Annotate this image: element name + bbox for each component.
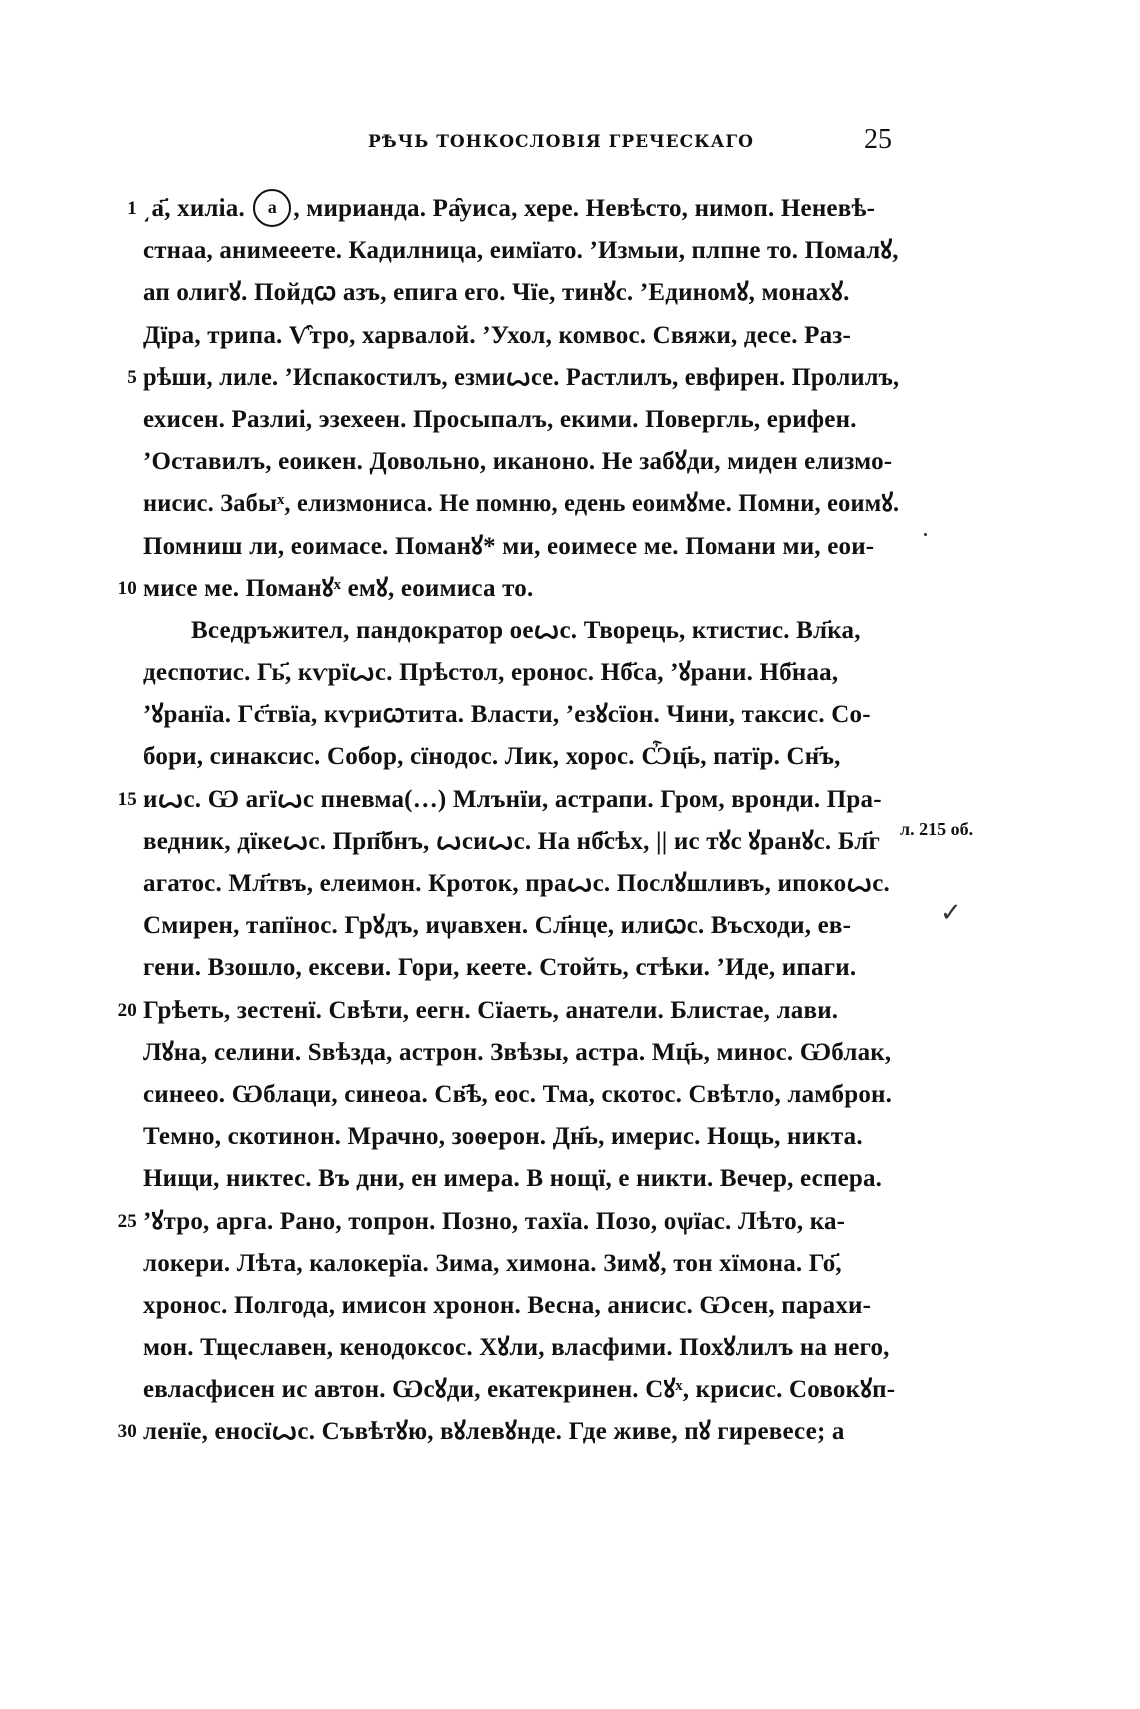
text-line — [143, 1285, 903, 1327]
line-content: Грѣеть, зестенї. Свѣти, еегн. Сїаеть, анатели. Блистае, лави. — [143, 996, 839, 1024]
line-number: 1 — [127, 198, 137, 219]
line-text — [143, 1158, 882, 1200]
line-text — [143, 1032, 891, 1074]
line-content: рѣши, лиле. ’Испакостилъ, езмиꙍсе. Растлилъ, евфирен. Пролилъ, — [143, 363, 900, 391]
check-mark-icon: ✓ — [940, 898, 962, 928]
line-content: Темно, скотинон. Мрачно, зоѳерон. Дн҃ь, имерис. Нощь, никта. — [143, 1123, 863, 1151]
line-number: 10 — [117, 577, 137, 599]
text-line — [143, 399, 903, 441]
line-content: мон. Тщеславен, кенодоксос. Хꙋли, власфими. Похꙋлилъ на него, — [143, 1334, 890, 1362]
line-text — [143, 990, 838, 1032]
text-line — [117, 779, 903, 821]
line-text — [143, 1285, 871, 1327]
line-prefix: ͵а҃, хиліа. — [143, 195, 252, 222]
text-line — [143, 1032, 903, 1074]
line-text — [143, 694, 871, 736]
text-line — [143, 947, 903, 989]
line-text — [143, 905, 851, 947]
line-text — [143, 1369, 895, 1411]
text-line — [117, 568, 903, 610]
text-line — [143, 441, 903, 483]
line-text — [143, 652, 838, 694]
line-content: ап олигꙋ. Пойдꙍ азъ, епига его. Чїе, тинꙋс. ’Единомꙋ, монахꙋ. — [143, 279, 850, 307]
line-content: иꙍс. Ѡ агїꙍс пневма(…) Млънїи, астрапи. Гром, вронди. Пра- — [143, 785, 882, 813]
text-line — [117, 1411, 903, 1453]
line-content: евласфисен ис автон. Ѡсꙋди, екатекринен. Сꙋˣ, крисис. Совокꙋп- — [143, 1376, 896, 1404]
line-number: 15 — [117, 788, 137, 810]
line-content: Вседръжител, пандократор оеꙍс. Творець, ктистис. Вл҃ка, — [191, 616, 861, 644]
line-content: , мирианда. Ра̑уиса, хере. Невѣсто, нимоп. Неневѣ- — [293, 195, 876, 222]
line-content: Нищи, никтес. Въ дни, ен имера. В нощї, е никти. Вечер, еспера. — [143, 1165, 883, 1193]
line-content: хронос. Полгода, имисон хронон. Весна, анисис. Ѡсен, парахи- — [143, 1291, 872, 1319]
line-text — [143, 821, 880, 863]
line-content: деспотис. Гь҃, кѵрїꙍс. Прѣстол, ероноc. Нб҃са, ’ꙋрани. Нб҃наа, — [143, 659, 839, 687]
text-line — [143, 1369, 903, 1411]
line-text — [143, 568, 533, 610]
text-line — [143, 1158, 903, 1200]
text-line — [143, 272, 903, 314]
line-text — [143, 863, 890, 905]
line-text — [143, 188, 875, 230]
line-content: Помниш ли, еоимасе. Поманꙋ* ми, еоимесе ме. Помани ми, еои- — [143, 532, 875, 560]
text-line — [117, 990, 903, 1032]
line-content: ’Оставилъ, еоикен. Довольно, иканоно. Не забꙋди, миден елизмо- — [143, 448, 893, 476]
line-content: ехисен. Разлиi, эзехеен. Просыпалъ, екими. Повергль, ерифен. — [143, 405, 857, 433]
line-content: бори, синаксис. Собор, сїнодос. Лик, хорос. Ѽц҃ь, патїр. Сн҃ъ, — [143, 743, 841, 771]
line-text — [191, 610, 861, 652]
line-number: 25 — [117, 1210, 137, 1232]
line-content: нисис. Забыˣ, елизмониса. Не помню, едень еоимꙋме. Помни, еоимꙋ. — [143, 490, 900, 518]
text-line — [143, 1327, 903, 1369]
line-text — [143, 399, 857, 441]
text-line — [143, 821, 903, 863]
text-line — [143, 483, 903, 525]
text-line — [143, 610, 903, 652]
circled-letter-icon: а — [253, 189, 291, 227]
text-line — [127, 188, 903, 230]
line-text — [143, 1074, 892, 1116]
text-line — [143, 694, 903, 736]
body-text — [117, 188, 903, 1454]
line-content: Лꙋна, селини. Ѕвѣзда, астрон. Звѣзы, астра. Мц҃ь, минос. Ѡблак, — [143, 1038, 892, 1066]
text-line — [143, 230, 903, 272]
line-text — [143, 1243, 842, 1285]
line-text — [143, 1201, 845, 1243]
line-text — [143, 736, 841, 778]
line-content: ведник, дїкеꙍс. Прп҃бнъ, ꙍсиꙍс. На нб҃сѣх, || ис тꙋс ꙋранꙋс. Бл҃г — [143, 827, 881, 855]
line-number: 20 — [117, 999, 137, 1021]
text-line — [143, 1243, 903, 1285]
text-line — [143, 863, 903, 905]
line-text — [143, 441, 892, 483]
text-line — [143, 526, 903, 568]
line-text — [143, 1116, 863, 1158]
line-text — [143, 315, 851, 357]
line-content: Дїра, трипа. Ѵ̑тро, харвалой. ’Ухол, комвос. Свяжи, десе. Раз- — [143, 321, 852, 349]
running-head: РѢЧЬ ТОНКОСЛОВІЯ ГРЕЧЕСКАГО — [368, 132, 754, 152]
line-text — [143, 947, 856, 989]
folio-note: л. 215 об. — [900, 819, 974, 839]
page-number: 25 — [864, 124, 892, 155]
text-line — [143, 315, 903, 357]
line-content: мисе ме. Поманꙋˣ емꙋ, еоимиса то. — [143, 574, 534, 602]
line-content: гени. Взошло, ексеви. Гори, кеете. Стойть, стѣки. ’Иде, ипаги. — [143, 954, 857, 982]
text-line — [127, 357, 903, 399]
line-number: 30 — [117, 1421, 137, 1443]
text-line — [143, 905, 903, 947]
margin-dot — [924, 533, 927, 536]
line-text — [143, 483, 899, 525]
text-line — [143, 736, 903, 778]
line-text — [143, 230, 899, 272]
line-text — [143, 1327, 890, 1369]
line-content: ленїе, еносїꙍс. Съвѣтꙋю, вꙋлевꙋнде. Где живе, пꙋ гиревесе; а — [143, 1418, 845, 1446]
line-text — [143, 1411, 845, 1453]
line-text — [143, 272, 850, 314]
line-content: агатос. Мл҃твъ, елеимон. Кроток, праꙍс. Послꙋшливъ, ипокоꙍс. — [143, 870, 890, 897]
line-number: 5 — [127, 366, 137, 388]
text-line — [117, 1201, 903, 1243]
line-content: синеео. Ѡблаци, синеоа. Св҃ѣ, еос. Тма, скотос. Свѣтло, ламброн. — [143, 1080, 893, 1108]
line-content: Смирен, тапїнос. Грꙋдъ, иѱавхен. Сл҃нце, илиꙍс. Въсходи, ев- — [143, 912, 852, 940]
line-content: ’ꙋранїа. Гс҃твїа, кѵриꙍтита. Власти, ’езꙋсїон. Чини, таксис. Со- — [143, 701, 871, 729]
text-line — [143, 1074, 903, 1116]
line-text — [143, 357, 899, 399]
line-content: стнаа, анимееете. Кадилница, еимїато. ’Измыи, плпне то. Помалꙋ, — [143, 237, 899, 265]
text-line — [143, 1116, 903, 1158]
line-content: локери. Лѣта, калокерїа. Зима, химона. Зимꙋ, тон хїмона. Го҃, — [143, 1249, 842, 1277]
text-line — [143, 652, 903, 694]
line-text — [143, 526, 874, 568]
line-content: ’ꙋтро, арга. Рано, топрон. Позно, тахїа. Позо, оѱїас. Лѣто, ка- — [143, 1207, 846, 1235]
line-text — [143, 779, 882, 821]
